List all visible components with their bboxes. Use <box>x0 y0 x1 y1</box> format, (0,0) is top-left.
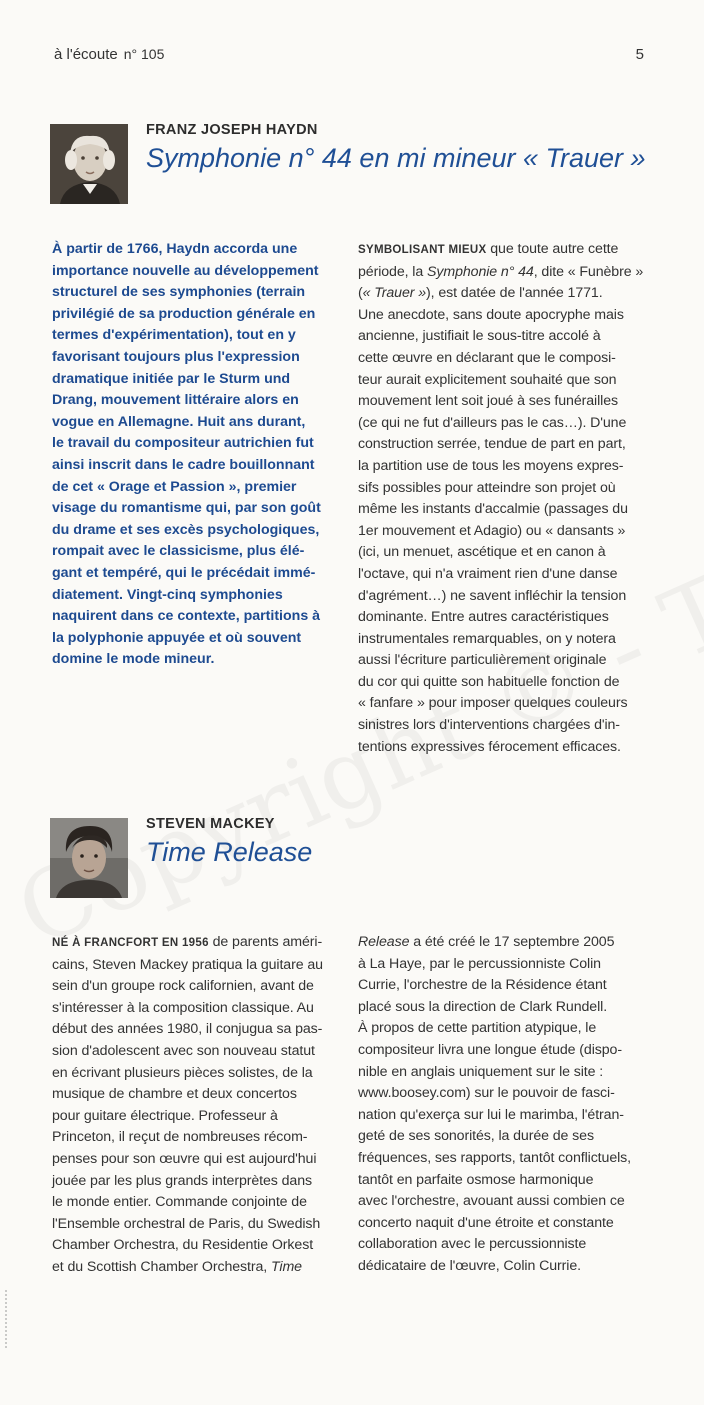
body-line: nation qu'exerça sur lui le marimba, l'étran- <box>358 1106 624 1123</box>
intro-line: gant et tempéré, qui le précédait immé- <box>52 564 316 581</box>
mackey-right-column <box>358 932 658 1278</box>
body-line: début des années 1980, il conjugua sa pas- <box>52 1021 323 1038</box>
body-line: concerto naquit d'une étroite et constante <box>358 1214 614 1231</box>
intro-line: favorisant toujours plus l'expression <box>52 348 300 365</box>
body-line: l'octave, qui n'a vraiment rien d'une danse <box>358 565 618 582</box>
body-line: l'Ensemble orchestral de Paris, du Swedish <box>52 1215 321 1232</box>
body-line: fréquences, ses rapports, tantôt conflictuels, <box>358 1149 631 1166</box>
body-line: nible en anglais uniquement sur le site : <box>358 1063 604 1080</box>
body-line: À propos de cette partition atypique, le <box>358 1020 597 1037</box>
running-header <box>54 46 164 63</box>
intro-line: ainsi inscrit dans le cadre bouillonnant <box>52 456 315 473</box>
body-line: s'intéresser à la composition classique. Au <box>52 999 314 1016</box>
intro-line: visage du romantisme qui, par son goût <box>52 500 321 517</box>
composer-name: STEVEN MACKEY <box>146 816 275 832</box>
body-line: en écrivant plusieurs pièces solistes, de la <box>52 1064 313 1081</box>
intro-line: la polyphonie appuyée et où souvent <box>52 629 302 646</box>
intro-line: diatement. Vingt-cinq symphonies <box>52 586 283 603</box>
body-line: musique de chambre et deux concertos <box>52 1086 297 1103</box>
intro-line: privilégié de sa production générale en <box>52 305 316 322</box>
intro-line: importance nouvelle au développement <box>52 262 319 279</box>
body-line: www.boosey.com) sur le pouvoir de fasci- <box>358 1085 615 1102</box>
body-line: instrumentales remarquables, on y notera <box>358 630 616 647</box>
work-title: Time Release <box>146 837 313 867</box>
intro-line: le travail du compositeur autrichien fut <box>52 435 314 452</box>
body-line: sinistres lors d'interventions chargées d'in- <box>358 717 620 734</box>
body-line: NÉ À FRANCFORT EN 1956 de parents améri- <box>52 934 323 950</box>
body-line: Chamber Orchestra, du Residentie Orkest <box>52 1237 314 1254</box>
body-line: sifs possibles pour atteindre son projet où <box>358 479 616 496</box>
body-line: tentions expressives férocement efficaces. <box>358 738 621 755</box>
body-line: SYMBOLISANT MIEUX que toute autre cette <box>358 241 619 257</box>
body-line: cains, Steven Mackey pratiqua la guitare au <box>52 956 323 973</box>
body-line: teur aurait explicitement souhaité que son <box>358 371 617 388</box>
work-reference: Symphonie n° 44 <box>427 263 534 280</box>
work-title: Symphonie n° 44 en mi mineur « Trauer » <box>146 143 646 173</box>
body-line: à La Haye, par le percussionniste Colin <box>358 955 601 972</box>
body-line: et du Scottish Chamber Orchestra, Time <box>52 1258 302 1275</box>
body-line: (ce qui ne fut d'ailleurs pas le cas…). D'une <box>358 414 627 431</box>
work-reference: Release <box>358 934 410 950</box>
body-line: aussi l'écriture particulièrement originale <box>358 652 607 669</box>
intro-line: termes d'expérimentation), tout en y <box>52 327 296 344</box>
composer-name: FRANZ JOSEPH HAYDN <box>146 122 318 138</box>
body-line: dominante. Entre autres caractéristiques <box>358 609 609 626</box>
body-line: Princeton, il reçut de nombreuses récom- <box>52 1129 308 1146</box>
run-in-caps: NÉ À FRANCFORT EN 1956 <box>52 937 209 949</box>
intro-line: vogue en Allemagne. Huit ans durant, <box>52 413 306 430</box>
body-line: cette œuvre en déclarant que le composi- <box>358 349 616 366</box>
body-line: mouvement lent soit joué à ses funérailles <box>358 393 618 410</box>
intro-line: dramatique initiée par le Sturm und <box>52 370 291 387</box>
body-line: Release a été créé le 17 septembre 2005 <box>358 934 615 950</box>
body-line: 1er mouvement et Adagio) ou « dansants » <box>358 522 626 539</box>
intro-line: Drang, mouvement littéraire alors en <box>52 392 299 409</box>
body-line: compositeur livra une longue étude (dispo- <box>358 1041 622 1058</box>
body-line: (« Trauer »), est datée de l'année 1771. <box>358 285 603 302</box>
body-line: construction serrée, tendue de part en part, <box>358 436 626 453</box>
body-line: (ici, un menuet, ascétique et en canon à <box>358 544 606 561</box>
body-line: avec l'orchestre, avouant aussi combien ce <box>358 1193 625 1210</box>
print-edge-mark-icon <box>3 1290 9 1350</box>
body-line: sein d'un groupe rock californien, avant de <box>52 978 314 995</box>
body-line: jouée par les plus grands interprètes dans <box>52 1172 313 1189</box>
haydn-body-column <box>358 239 658 758</box>
intro-line: structurel de ses symphonies (terrain <box>52 284 306 301</box>
body-line: du cor qui quitte son habituelle fonction de <box>358 673 620 690</box>
haydn-portrait-icon <box>50 124 128 204</box>
body-line: Currie, l'orchestre de la Résidence étant <box>358 977 607 994</box>
intro-line: domine le mode mineur. <box>52 651 215 668</box>
intro-line: du drame et ses excès psychologiques, <box>52 521 320 538</box>
issue-number: n° 105 <box>123 46 165 62</box>
body-line: période, la Symphonie n° 44, dite « Funèbre » <box>358 263 644 280</box>
page-number: 5 <box>635 46 644 63</box>
body-line: la partition use de tous les moyens expres- <box>358 457 624 474</box>
intro-line: rompait avec le classicisme, plus élé- <box>52 543 305 560</box>
body-line: sion d'adolescent avec son nouveau statut <box>52 1042 315 1059</box>
body-line: ancienne, justifiait le sous-titre accolé à <box>358 328 601 345</box>
body-line: dédicataire de l'œuvre, Colin Currie. <box>358 1257 581 1274</box>
body-line: placé sous la direction de Clark Rundell. <box>358 998 608 1015</box>
body-line: geté de ses sonorités, la durée de ses <box>358 1128 594 1145</box>
work-reference: Time <box>270 1258 302 1275</box>
body-line: le monde entier. Commande conjointe de <box>52 1194 307 1211</box>
body-line: pour guitare électrique. Professeur à <box>52 1107 278 1124</box>
body-line: tantôt en parfaite osmose harmonique <box>358 1171 594 1188</box>
intro-line: À partir de 1766, Haydn accorda une <box>52 241 298 257</box>
work-reference: « Trauer » <box>362 285 427 302</box>
body-line: même les instants d'accalmie (passages du <box>358 501 628 518</box>
mackey-left-column <box>52 932 352 1279</box>
body-line: d'agrément…) ne savent infléchir la tension <box>358 587 627 604</box>
body-line: Une anecdote, sans doute apocryphe mais <box>358 306 624 323</box>
body-line: penses pour son œuvre qui est aujourd'hui <box>52 1150 317 1167</box>
mackey-portrait-icon <box>50 818 128 898</box>
haydn-intro-column <box>52 239 344 671</box>
body-line: « fanfare » pour imposer quelques couleurs <box>358 695 628 712</box>
body-line: collaboration avec le percussionniste <box>358 1236 587 1253</box>
run-in-caps: SYMBOLISANT MIEUX <box>358 244 487 256</box>
magazine-name: à l'écoute <box>54 46 118 63</box>
intro-line: naquirent dans ce contexte, partitions à <box>52 608 321 625</box>
intro-line: de cet « Orage et Passion », premier <box>52 478 297 495</box>
